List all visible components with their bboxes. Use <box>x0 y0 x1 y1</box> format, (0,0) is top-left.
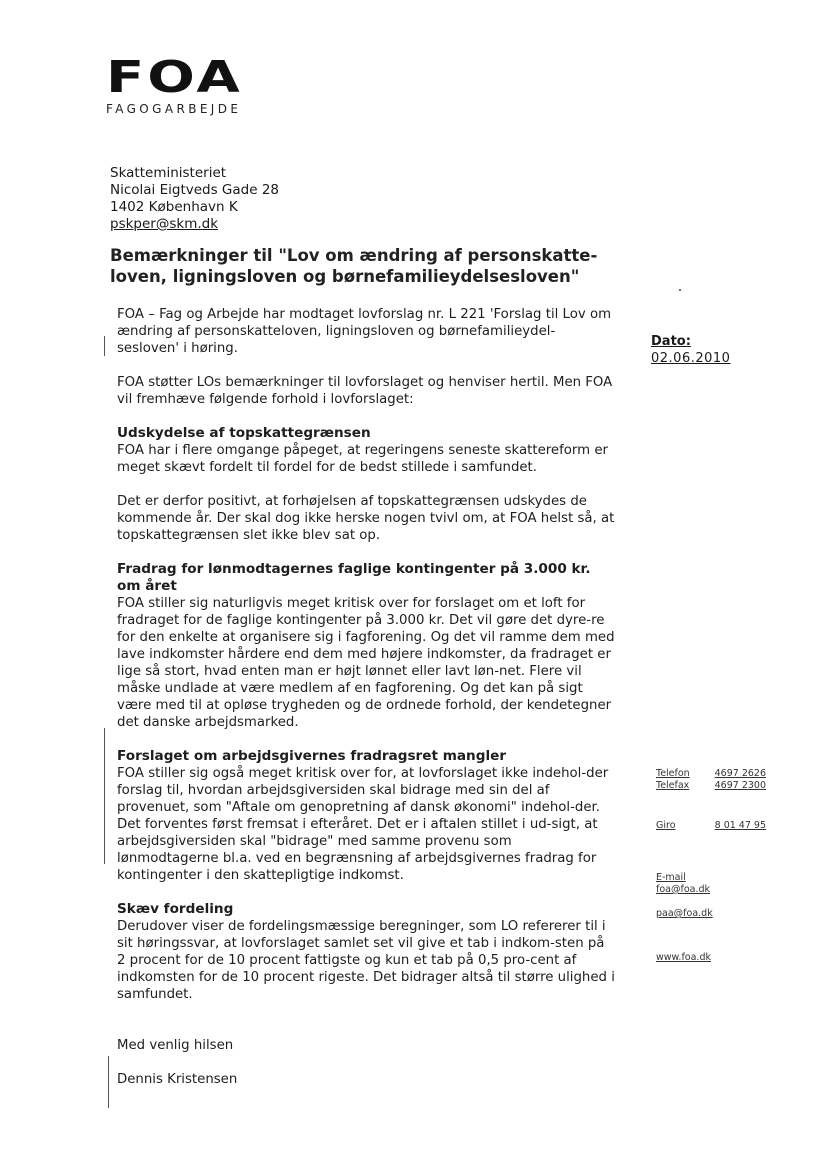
date-label: Dato: <box>651 334 691 349</box>
contact-web <box>656 952 711 964</box>
intro-paragraph-2: FOA støtter LOs bemærkninger til lovforslaget og henviser hertil. Men FOA vil fremhæve følgende forhold i lovforslaget: <box>117 375 613 407</box>
section-heading-2: Fradrag for lønmodtagernes faglige kontingenter på 3.000 kr. om året <box>117 561 591 594</box>
recipient-line-2: Nicolai Eigtveds Gade 28 <box>110 182 280 198</box>
phone-value: 4697 2626 <box>714 768 766 779</box>
recipient-line-1: Skatteministeriet <box>110 165 227 181</box>
logo-subtitle: FAGOGARBEJDE <box>106 102 242 116</box>
giro-label: Giro <box>656 820 676 831</box>
email-foa[interactable]: foa@foa.dk <box>656 884 711 895</box>
section-2-paragraph: FOA stiller sig naturligvis meget kritisk over for forslaget om et loft for fradraget for de faglige kontingenter på 3.000 kr. Det vil gøre det dyre-re for den enkelte at organisere sig i fagforening. Og det vil ramme dem med lave indkomster hårdere end dem med højere indkomster, da fradraget er lige så stort, hvad enten man er højt lønnet eller lavt løn-net. Flere vil måske undlade at være medlem af en fagforening. Og det kan på sigt være med til at opløse trygheden og de ordnede forhold, der kendetegner det danske arbejdsmarked. <box>117 596 615 730</box>
email-paa[interactable]: paa@foa.dk <box>656 908 713 919</box>
recipient-line-3: 1402 København K <box>110 199 238 215</box>
date-block <box>651 333 730 367</box>
scan-speck <box>679 289 681 291</box>
section-heading-3: Forslaget om arbejdsgivernes fradragsret mangler <box>117 748 507 764</box>
margin-mark-1 <box>104 336 105 356</box>
closing-greeting: Med venlig hilsen <box>117 1038 234 1053</box>
section-4-paragraph: Derudover viser de fordelingsmæssige beregninger, som LO refererer til i sit høringssvar, at lovforslaget samlet set vil give et tab i indkom-sten på 2 procent for de 10 procent fattigste og kun et tab på 0,5 pro-cent af indkomsten for de 10 procent rigeste. Det bidrager altså til større ulighed i samfundet. <box>117 919 615 1002</box>
margin-mark-3 <box>108 1056 109 1108</box>
margin-mark-2 <box>104 728 105 864</box>
recipient-address <box>110 165 279 233</box>
giro-value: 8 01 47 95 <box>714 820 766 831</box>
fax-value: 4697 2300 <box>714 780 766 791</box>
intro-paragraph-1: FOA – Fag og Arbejde har modtaget lovforslag nr. L 221 'Forslag til Lov om ændring af personskatteloven, ligningsloven og børnefamilieydel-sesloven' i høring. <box>117 307 612 356</box>
email-label: E-mail <box>656 872 686 883</box>
section-3-paragraph: FOA stiller sig også meget kritisk over for, at lovforslaget ikke indehol-der forslag til, hvordan arbejdsgiversiden skal bidrage med sin del af provenuet, som "Aftale om genopretning af dansk økonomi" indehol-der. Det forventes først fremsat i efteråret. Det er i aftalen stillet i ud-sigt, at arbejdsgiversiden skal "bidrage" med samme provenu som lønmodtagerne bl.a. ved en begrænsning af arbejdsgivernes fradrag for kontingenter i den skattepligtige indkomst. <box>117 766 609 883</box>
section-1-paragraph-2: Det er derfor positivt, at forhøjelsen af topskattegrænsen udskydes de kommende år. Der skal dog ikke herske nogen tvivl om, at FOA helst så, at topskattegrænsen slet ikke blev sat op. <box>117 494 615 543</box>
phone-label: Telefon <box>656 768 690 779</box>
recipient-email[interactable]: pskper@skm.dk <box>110 216 219 232</box>
letter-body <box>117 306 617 1088</box>
logo-mark: FOA <box>106 52 243 103</box>
date-value: 02.06.2010 <box>651 351 731 366</box>
contact-phone <box>656 768 766 792</box>
section-1-paragraph-1: FOA har i flere omgange påpeget, at regeringens seneste skattereform er meget skævt fordelt til fordel for de bedst stillede i samfundet. <box>117 443 608 475</box>
signature-name: Dennis Kristensen <box>117 1072 238 1087</box>
contact-email <box>656 872 713 920</box>
letter-subject: Bemærkninger til "Lov om ændring af personskatte-loven, ligningsloven og børnefamilieydelsesloven" <box>110 246 598 286</box>
website-link[interactable]: www.foa.dk <box>656 952 711 963</box>
section-heading-4: Skæv fordeling <box>117 901 234 917</box>
section-heading-1: Udskydelse af topskattegrænsen <box>117 425 371 441</box>
foa-logo <box>106 52 243 116</box>
fax-label: Telefax <box>656 780 690 791</box>
contact-giro <box>656 820 766 832</box>
